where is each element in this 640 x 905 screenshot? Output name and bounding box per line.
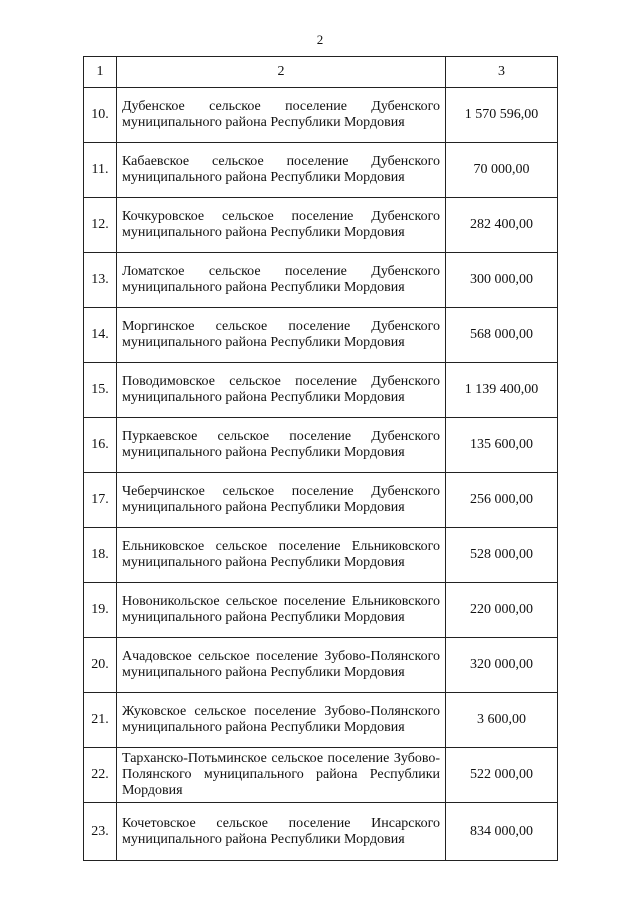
row-number: 22. — [84, 748, 117, 803]
row-number: 11. — [84, 143, 117, 198]
amount-value: 282 400,00 — [446, 198, 558, 253]
column-header-number: 1 — [84, 57, 117, 88]
settlement-name: Кочкуровское сельское поселение Дубенского муниципального района Республики Мордовия — [117, 198, 446, 253]
table-row — [84, 693, 558, 748]
column-header-name: 2 — [117, 57, 446, 88]
table-row — [84, 308, 558, 363]
row-number: 12. — [84, 198, 117, 253]
settlement-name: Дубенское сельское поселение Дубенского муниципального района Республики Мордовия — [117, 88, 446, 143]
amount-value: 3 600,00 — [446, 693, 558, 748]
row-number: 20. — [84, 638, 117, 693]
settlement-name: Ломатское сельское поселение Дубенского муниципального района Республики Мордовия — [117, 253, 446, 308]
settlement-name: Ельниковское сельское поселение Ельниковского муниципального района Республики Мордовия — [117, 528, 446, 583]
settlement-name: Кочетовское сельское поселение Инсарского муниципального района Республики Мордовия — [117, 803, 446, 861]
table-row — [84, 528, 558, 583]
table-row — [84, 803, 558, 861]
table-row — [84, 198, 558, 253]
amount-value: 522 000,00 — [446, 748, 558, 803]
row-number: 19. — [84, 583, 117, 638]
row-number: 16. — [84, 418, 117, 473]
amount-value: 256 000,00 — [446, 473, 558, 528]
row-number: 14. — [84, 308, 117, 363]
row-number: 15. — [84, 363, 117, 418]
settlement-name: Кабаевское сельское поселение Дубенского муниципального района Республики Мордовия — [117, 143, 446, 198]
settlements-table — [83, 56, 558, 861]
table-row — [84, 88, 558, 143]
amount-value: 300 000,00 — [446, 253, 558, 308]
page-number: 2 — [316, 32, 324, 47]
amount-value: 220 000,00 — [446, 583, 558, 638]
row-number: 21. — [84, 693, 117, 748]
row-number: 10. — [84, 88, 117, 143]
amount-value: 834 000,00 — [446, 803, 558, 861]
row-number: 17. — [84, 473, 117, 528]
settlement-name: Новоникольское сельское поселение Ельниковского муниципального района Республики Мордовия — [117, 583, 446, 638]
amount-value: 320 000,00 — [446, 638, 558, 693]
row-number: 18. — [84, 528, 117, 583]
column-header-amount: 3 — [446, 57, 558, 88]
row-number: 23. — [84, 803, 117, 861]
table-row — [84, 583, 558, 638]
settlement-name: Чеберчинское сельское поселение Дубенского муниципального района Республики Мордовия — [117, 473, 446, 528]
row-number: 13. — [84, 253, 117, 308]
table-row — [84, 418, 558, 473]
settlement-name: Моргинское сельское поселение Дубенского муниципального района Республики Мордовия — [117, 308, 446, 363]
settlement-name: Поводимовское сельское поселение Дубенского муниципального района Республики Мордовия — [117, 363, 446, 418]
table-row — [84, 638, 558, 693]
amount-value: 135 600,00 — [446, 418, 558, 473]
amount-value: 568 000,00 — [446, 308, 558, 363]
settlement-name: Пуркаевское сельское поселение Дубенского муниципального района Республики Мордовия — [117, 418, 446, 473]
table-row — [84, 253, 558, 308]
settlement-name: Жуковское сельское поселение Зубово-Полянского муниципального района Республики Мордовия — [117, 693, 446, 748]
table-header-row — [84, 57, 558, 88]
amount-value: 1 570 596,00 — [446, 88, 558, 143]
settlement-name: Ачадовское сельское поселение Зубово-Полянского муниципального района Республики Мордовия — [117, 638, 446, 693]
amount-value: 528 000,00 — [446, 528, 558, 583]
table-row — [84, 363, 558, 418]
amount-value: 1 139 400,00 — [446, 363, 558, 418]
amount-value: 70 000,00 — [446, 143, 558, 198]
table-row — [84, 748, 558, 803]
table-row — [84, 473, 558, 528]
table-row — [84, 143, 558, 198]
settlement-name: Тарханско-Потьминское сельское поселение Зубово-Полянского муниципального района Республики Мордовия — [117, 748, 446, 803]
